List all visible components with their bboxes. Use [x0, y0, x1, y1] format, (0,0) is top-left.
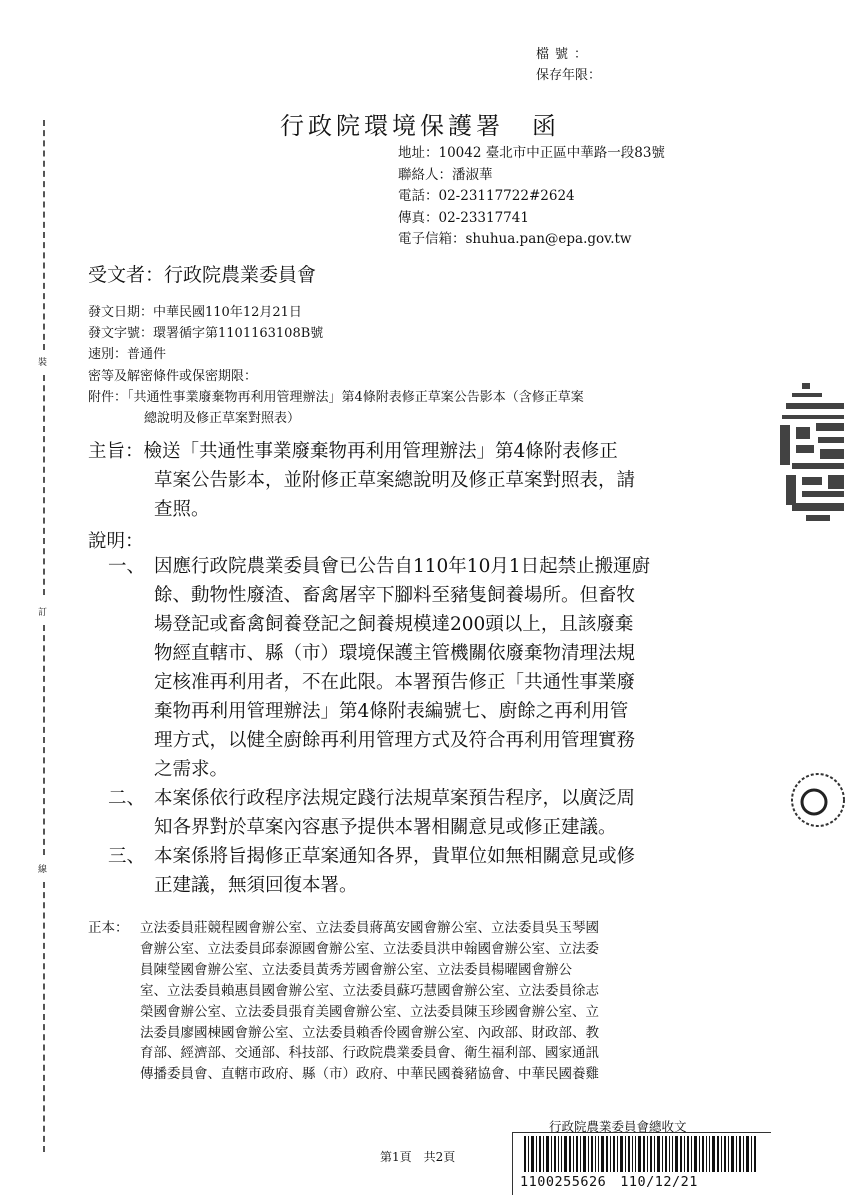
item-number: 一、 [108, 556, 146, 577]
cc-line: 員陳瑩國會辦公室、立法委員黃秀芳國會辦公室、立法委員楊曜國會辦公 [140, 961, 572, 978]
binding-line-4 [43, 882, 45, 1152]
send-date: 發文日期：中華民國110年12月21日 [88, 305, 302, 320]
item-line: 棄物再利用管理辦法」第4條附表編號七、廚餘之再利用管 [154, 701, 629, 722]
subject [88, 437, 758, 524]
contact-block [398, 143, 665, 251]
item-line: 知各界對於草案內容惠予提供本署相關意見或修正建議。 [154, 817, 617, 838]
retention-label: 保存年限： [536, 68, 602, 83]
item-line: 場登記或畜禽飼養登記之飼養規模達200頭以上，且該廢棄 [154, 614, 634, 635]
circular-stamp-partial [768, 770, 848, 830]
send-info [88, 302, 584, 429]
document-number: 發文字號：環署循字第1101163108B號 [88, 326, 324, 342]
cc-line: 法委員廖國棟國會辦公室、立法委員賴香伶國會辦公室、內政部、財政部、教 [140, 1024, 599, 1041]
cc-list [88, 918, 748, 1085]
explanation-item-3 [108, 842, 758, 900]
item-line: 餘、動物性廢渣、畜禽屠宰下腳料至豬隻飼養場所。但畜牧 [154, 585, 636, 606]
subject-line-3: 查照。 [154, 499, 210, 520]
recipient: 受文者：行政院農業委員會 [88, 264, 317, 286]
attachment-line-1: 附件：「共通性事業廢棄物再利用管理辦法」第4條附表修正草案公告影本（含修正草案 [88, 389, 584, 405]
fax: 傳真：02-23317741 [398, 209, 529, 226]
binding-mark-middle: 訂 [38, 608, 48, 618]
item-line: 物經直轄市、縣（市）環境保護主管機關依廢棄物清理法規 [154, 643, 636, 664]
binding-line-2 [43, 375, 45, 595]
binding-line-3 [43, 625, 45, 855]
subject-line-1: 主旨：檢送「共通性事業廢棄物再利用管理辦法」第4條附表修正 [88, 441, 618, 462]
official-seal-partial [772, 383, 844, 523]
item-line: 之需求。 [154, 759, 229, 780]
cc-line: 育部、經濟部、交通部、科技部、行政院農業委員會、衛生福利部、國家通訊 [140, 1045, 599, 1062]
explanation-heading: 說明： [88, 531, 144, 552]
binding-mark-top: 裝 [38, 358, 48, 368]
secrecy: 密等及解密條件或保密期限： [88, 368, 258, 384]
document-title: 行政院環境保護署 函 [280, 112, 560, 140]
attachment-line-2: 總說明及修正草案對照表） [144, 411, 301, 427]
file-number-label: 檔號： [536, 47, 594, 62]
explanation-item-1 [108, 552, 758, 784]
subject-line-2: 草案公告影本，並附修正草案總說明及修正草案對照表，請 [154, 470, 636, 491]
email: 電子信箱：shuhua.pan@epa.gov.tw [398, 231, 632, 247]
explanation-items [108, 552, 758, 900]
barcode-number: 1100255626 110/12/21 [520, 1174, 698, 1190]
binding-line-1 [43, 120, 45, 350]
speed: 速別：普通件 [88, 347, 167, 363]
item-line: 因應行政院農業委員會已公告自110年10月1日起禁止搬運廚 [154, 556, 651, 577]
address: 地址：10042 臺北市中正區中華路一段83號 [398, 145, 665, 161]
cc-line: 榮國會辦公室、立法委員張育美國會辦公室、立法委員陳玉珍國會辦公室、立 [140, 1003, 599, 1020]
item-number: 二、 [108, 788, 146, 809]
item-line: 理方式，以健全廚餘再利用管理方式及符合再利用管理實務 [154, 730, 636, 751]
barcode-image [524, 1136, 758, 1172]
item-line: 正建議，無須回復本署。 [154, 875, 358, 896]
receipt-stamp-label: 行政院農業委員會總收文 [549, 1119, 687, 1134]
phone: 電話：02-23117722#2624 [398, 188, 575, 204]
binding-mark-bottom: 線 [38, 865, 48, 875]
file-meta [536, 44, 601, 86]
item-line: 本案係將旨揭修正草案通知各界，貴單位如無相關意見或修 [154, 846, 636, 867]
cc-label: 正本： [88, 920, 129, 936]
cc-line: 立法委員莊競程國會辦公室、立法委員蔣萬安國會辦公室、立法委員吳玉琴國 [140, 920, 599, 936]
page-number: 第1頁 共2頁 [380, 1150, 456, 1164]
cc-line: 室、立法委員賴惠員國會辦公室、立法委員蘇巧慧國會辦公室、立法委員徐志 [140, 982, 599, 999]
explanation-item-2 [108, 784, 758, 842]
item-line: 定核准再利用者，不在此限。本署預告修正「共通性事業廢 [154, 672, 636, 693]
item-number: 三、 [108, 846, 146, 867]
item-line: 本案係依行政程序法規定踐行法規草案預告程序，以廣泛周 [154, 788, 636, 809]
cc-line: 會辦公室、立法委員邱泰源國會辦公室、立法委員洪申翰國會辦公室、立法委 [140, 940, 599, 957]
cc-line: 傳播委員會、直轄市政府、縣（市）政府、中華民國養豬協會、中華民國養雞 [140, 1066, 599, 1083]
contact-person: 聯絡人：潘淑華 [398, 166, 493, 183]
